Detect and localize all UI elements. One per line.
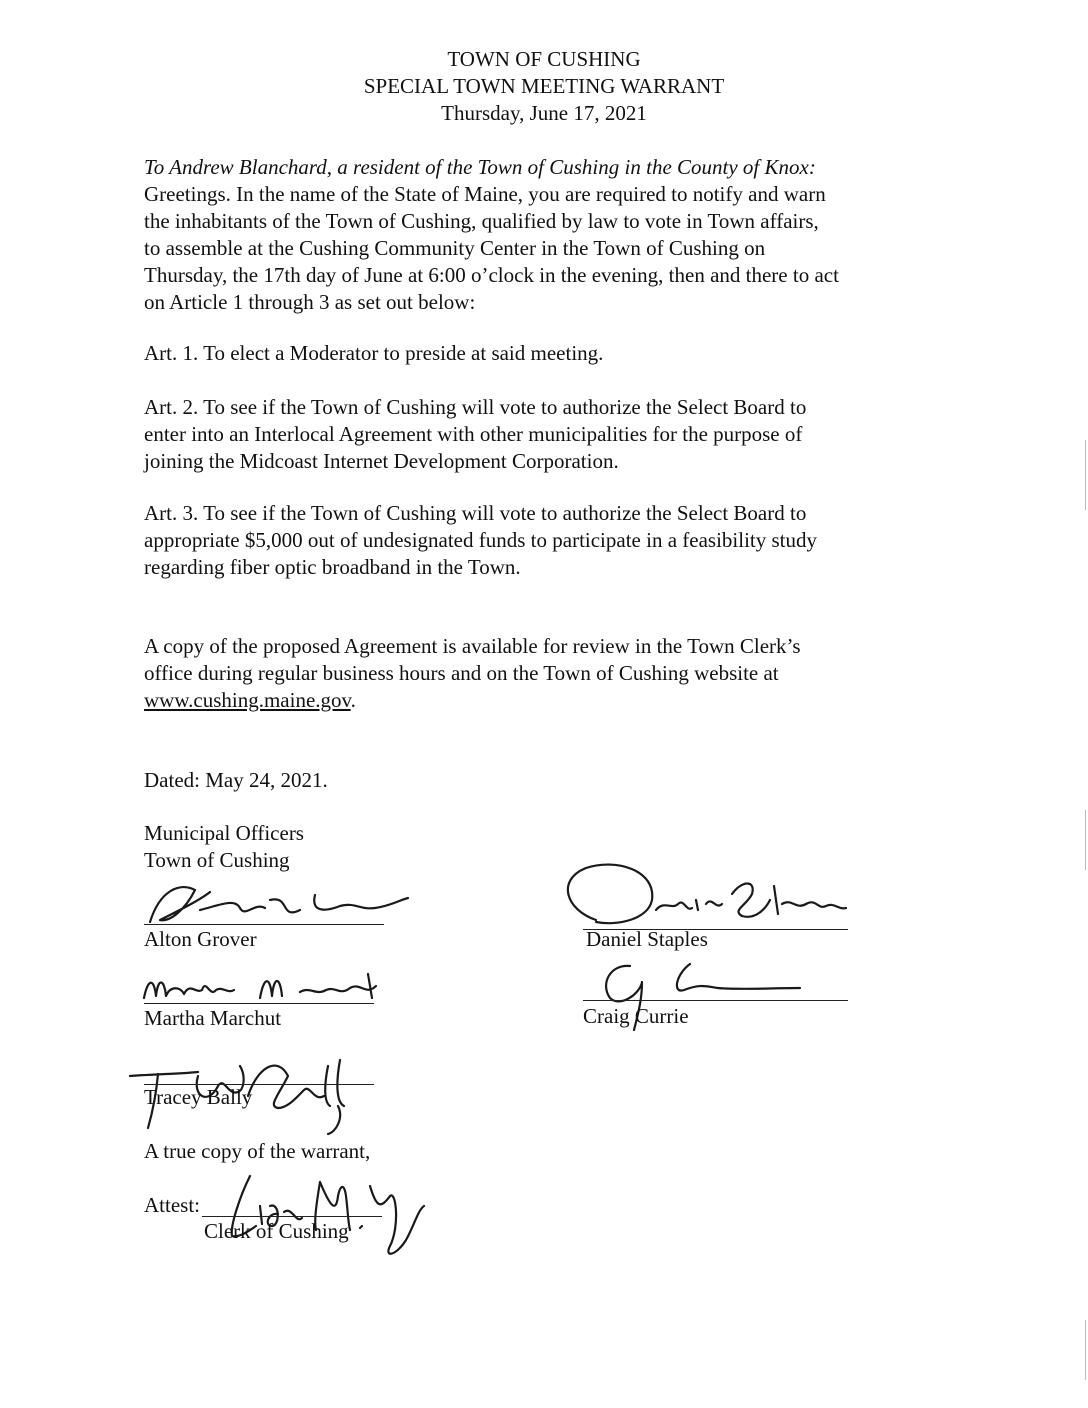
- intro-line: the inhabitants of the Town of Cushing, qualified by law to vote in Town affairs,: [144, 209, 819, 233]
- intro-line: to assemble at the Cushing Community Center in the Town of Cushing on: [144, 236, 766, 260]
- officers-town: Town of Cushing: [144, 848, 290, 872]
- scan-edge-mark: [1085, 1320, 1086, 1380]
- signature-daniel-staples: [556, 860, 856, 934]
- notice-line: A copy of the proposed Agreement is available for review in the Town Clerk’s: [144, 634, 801, 658]
- article-1: [144, 340, 924, 367]
- article-2: [144, 394, 924, 475]
- header-title: SPECIAL TOWN MEETING WARRANT: [363, 74, 725, 98]
- header-town: TOWN OF CUSHING: [447, 47, 641, 71]
- article-line: enter into an Interlocal Agreement with other municipalities for the purpose of: [144, 422, 803, 446]
- signature-line: [144, 1003, 374, 1004]
- notice-website-line: [144, 687, 924, 714]
- website-link[interactable]: www.cushing.maine.gov: [144, 688, 351, 712]
- intro-address: To Andrew Blanchard, a resident of the Town of Cushing in the County of Knox:: [144, 155, 816, 179]
- officers-title: Municipal Officers: [144, 821, 304, 845]
- notice-paragraph: [144, 633, 924, 714]
- article-line: Art. 1. To elect a Moderator to preside at said meeting.: [144, 341, 604, 365]
- article-line: joining the Midcoast Internet Development Corporation.: [144, 449, 619, 473]
- true-copy-line: A true copy of the warrant,: [144, 1139, 371, 1163]
- article-3: [144, 500, 924, 581]
- signer-name: Craig Currie: [583, 1004, 689, 1028]
- signature-line: [583, 1000, 848, 1001]
- signature-alton-grover: [140, 880, 420, 930]
- signer-name: Martha Marchut: [144, 1006, 282, 1030]
- signature-line: [202, 1216, 382, 1217]
- article-line: regarding fiber optic broadband in the Town.: [144, 555, 521, 579]
- attest-label: Attest:: [144, 1193, 200, 1217]
- scan-edge-mark: [1085, 810, 1086, 870]
- signer-name: Alton Grover: [144, 927, 257, 951]
- signer-name: Daniel Staples: [586, 927, 708, 951]
- intro-line: on Article 1 through 3 as set out below:: [144, 290, 476, 314]
- header-date: Thursday, June 17, 2021: [441, 101, 647, 125]
- intro-line: Greetings. In the name of the State of Maine, you are required to notify and warn: [144, 182, 826, 206]
- signature-line: [144, 924, 384, 925]
- website-suffix: .: [350, 688, 356, 712]
- intro-line: Thursday, the 17th day of June at 6:00 o’clock in the evening, then and there to act: [144, 263, 839, 287]
- clerk-title: Clerk of Cushing: [204, 1219, 349, 1243]
- article-line: Art. 2. To see if the Town of Cushing will vote to authorize the Select Board to: [144, 395, 807, 419]
- scan-edge-mark: [1085, 440, 1086, 510]
- article-line: Art. 3. To see if the Town of Cushing will vote to authorize the Select Board to: [144, 501, 807, 525]
- signature-martha-marchut: [140, 968, 400, 1004]
- dated-line: Dated: May 24, 2021.: [144, 768, 328, 792]
- signature-clerk: [220, 1166, 440, 1262]
- signer-name: Tracey Bally: [144, 1085, 253, 1109]
- intro-paragraph: [144, 154, 924, 316]
- notice-line: office during regular business hours and on the Town of Cushing website at: [144, 661, 779, 685]
- article-line: appropriate $5,000 out of undesignated funds to participate in a feasibility study: [144, 528, 818, 552]
